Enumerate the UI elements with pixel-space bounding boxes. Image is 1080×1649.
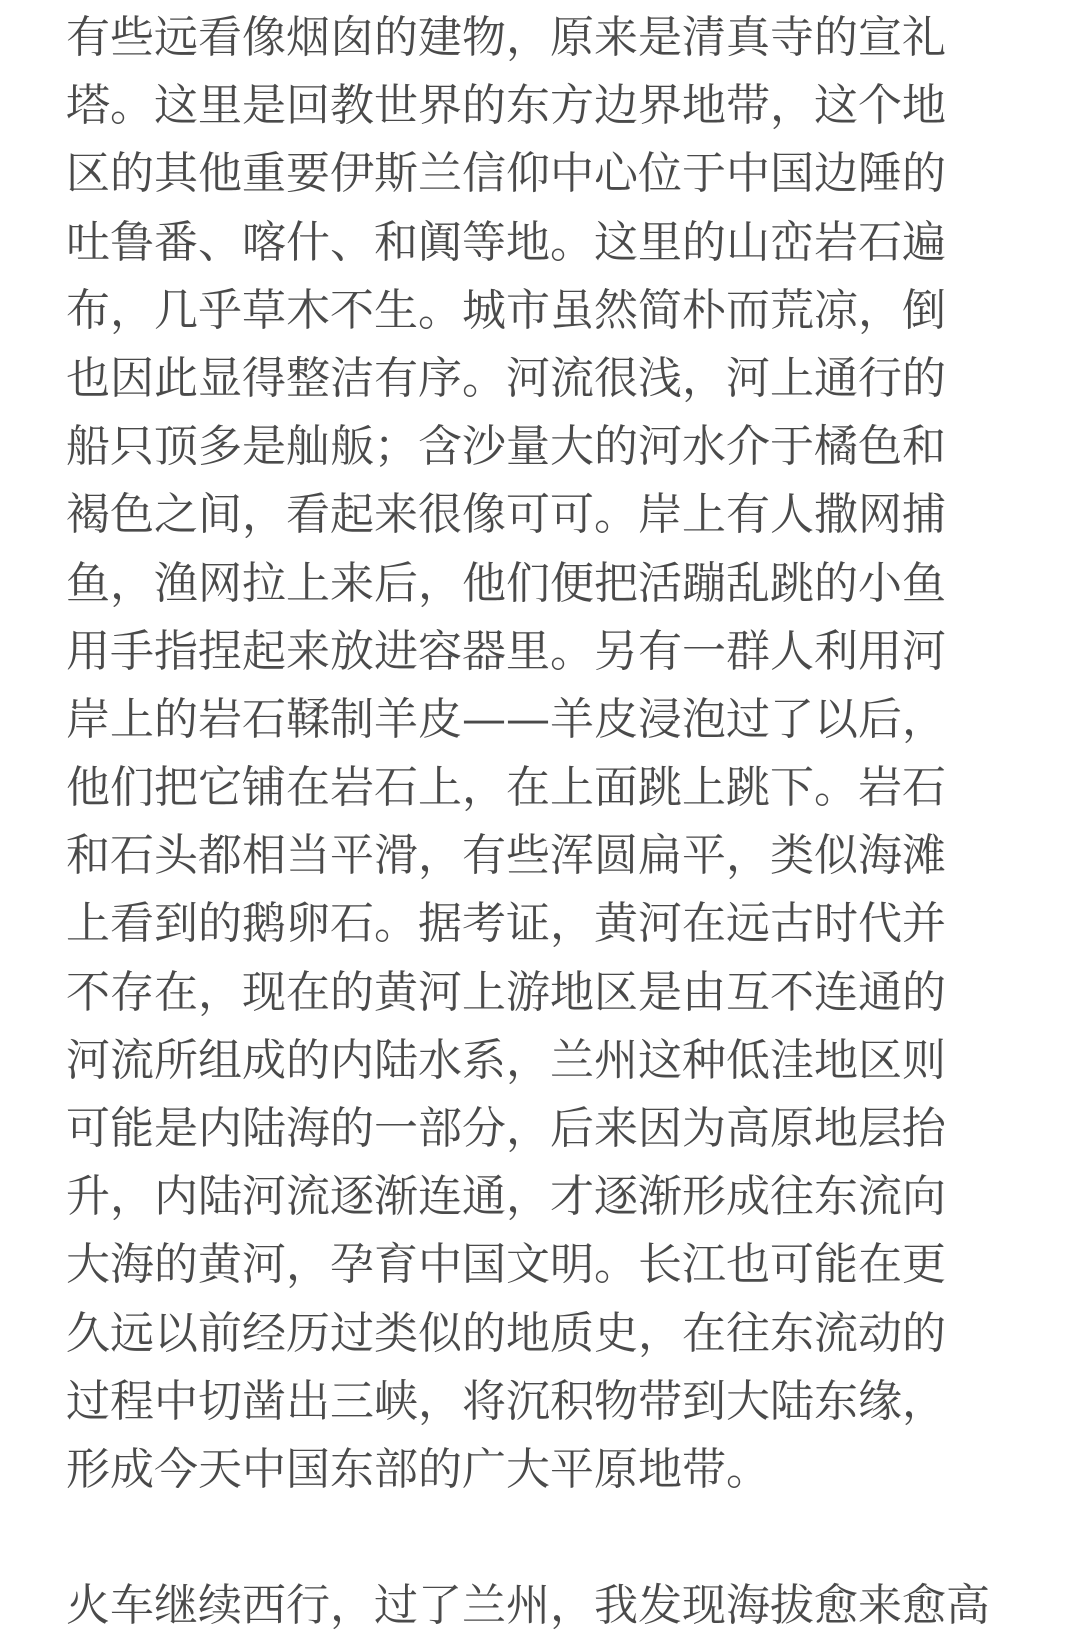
text-line: 可能是内陆海的一部分，后来因为高原地层抬 — [66, 1103, 946, 1154]
text-line: 也因此显得整洁有序。河流很浅，河上通行的 — [66, 352, 946, 404]
text-line: 用手指捏起来放进容器里。另有一群人利用河 — [66, 625, 946, 677]
paragraph-2 — [66, 1572, 1014, 1640]
text-line: 上看到的鹅卵石。据考证，黄河在远古时代并 — [66, 898, 946, 950]
text-line: 河流所组成的内陆水系，兰州这种低洼地区则 — [66, 1034, 946, 1086]
text-line: 不存在，现在的黄河上游地区是由互不连通的 — [66, 966, 946, 1018]
text-line: 区的其他重要伊斯兰信仰中心位于中国边陲的 — [66, 148, 946, 200]
paragraph-spacer — [66, 1504, 1014, 1572]
text-line: 布，几乎草木不生。城市虽然简朴而荒凉，倒 — [66, 284, 946, 336]
text-line: 过程中切凿出三峡，将沉积物带到大陆东缘， — [66, 1375, 946, 1427]
text-line: 塔。这里是回教世界的东方边界地带，这个地 — [66, 80, 946, 132]
text-line: 形成今天中国东部的广大平原地带。 — [66, 1443, 770, 1495]
text-line: 久远以前经历过类似的地质史，在往东流动的 — [66, 1307, 946, 1359]
text-line: 有些远看像烟囱的建物，原来是清真寺的宣礼 — [66, 12, 946, 63]
text-line: 船只顶多是舢舨；含沙量大的河水介于橘色和 — [66, 421, 946, 473]
text-line: 鱼，渔网拉上来后，他们便把活蹦乱跳的小鱼 — [66, 557, 946, 609]
text-line: 岸上的岩石鞣制羊皮——羊皮浸泡过了以后， — [66, 693, 946, 745]
text-line: 褐色之间，看起来很像可可。岸上有人撒网捕 — [66, 489, 946, 541]
text-line: 他们把它铺在岩石上，在上面跳上跳下。岩石 — [66, 762, 946, 814]
text-line: 升，内陆河流逐渐连通，才逐渐形成往东流向 — [66, 1171, 946, 1223]
text-line: 吐鲁番、喀什、和阗等地。这里的山峦岩石遍 — [66, 216, 946, 268]
text-line-partial: 火车继续西行，过了兰州，我发现海拔愈来愈高 — [66, 1580, 990, 1632]
text-line: 和石头都相当平滑，有些浑圆扁平，类似海滩 — [66, 830, 946, 882]
text-line: 大海的黄河，孕育中国文明。长江也可能在更 — [66, 1239, 946, 1291]
paragraph-1 — [66, 4, 1014, 1504]
article-body — [66, 4, 1014, 1641]
